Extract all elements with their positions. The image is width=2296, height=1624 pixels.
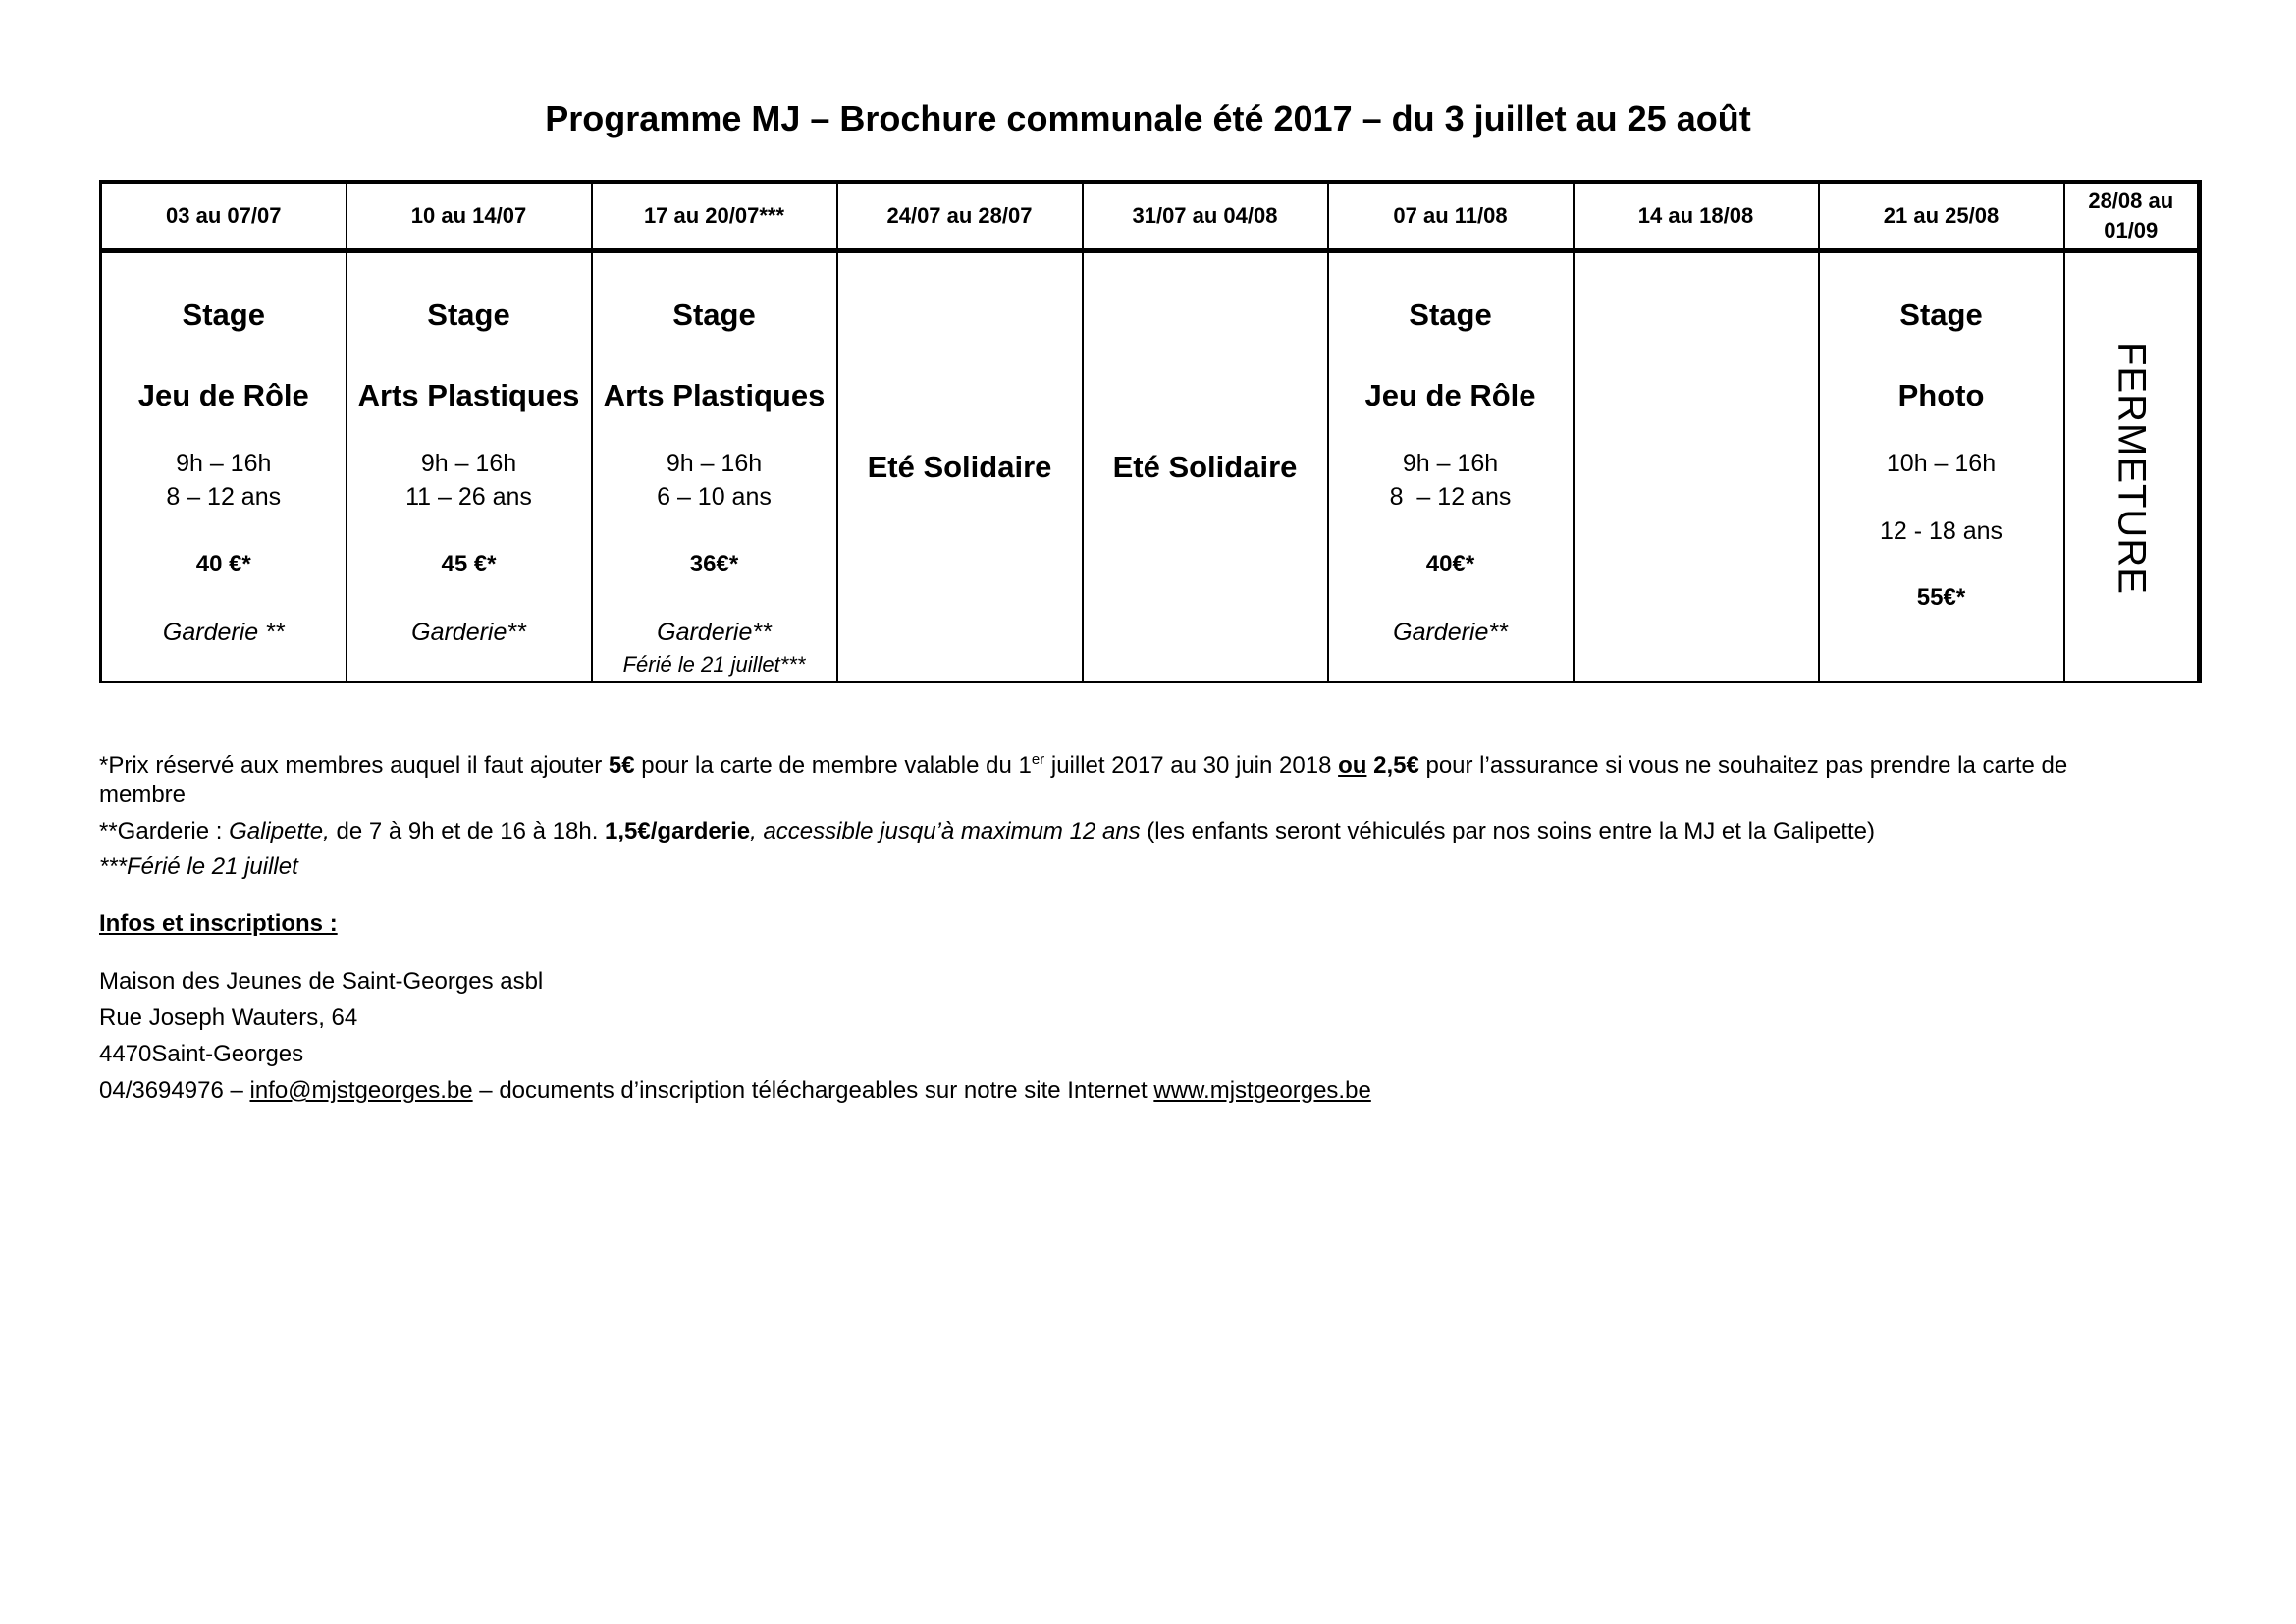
week-cell-1 (101, 251, 347, 683)
week-cell-2 (347, 251, 592, 683)
hours: 10h – 16h (1886, 450, 1997, 477)
text: ou (1338, 752, 1367, 779)
hours: 9h – 16h (666, 450, 763, 477)
week-cell-3 (592, 251, 837, 683)
column-header-line2: 01/09 (2104, 218, 2159, 243)
ages: 6 – 10 ans (657, 483, 772, 511)
price: 55€* (1916, 584, 1966, 611)
column-header: 24/07 au 28/07 (837, 182, 1083, 251)
address-line-1: Maison des Jeunes de Saint-Georges asbl (99, 968, 544, 995)
column-header: 07 au 11/08 (1328, 182, 1574, 251)
week-cell-8 (1819, 251, 2064, 683)
week-cell-7 (1574, 251, 1819, 683)
table-row (101, 251, 2200, 683)
text: juillet 2017 au 30 juin 2018 (1044, 752, 1339, 779)
garderie: Garderie** (657, 619, 772, 646)
text: , accessible jusqu’à maximum 12 ans (750, 818, 1141, 844)
activity-name: Eté Solidaire (867, 450, 1052, 484)
ages: 8 – 12 ans (1389, 483, 1512, 511)
email-link[interactable]: info@mjstgeorges.be (249, 1077, 473, 1104)
activity-name: Jeu de Rôle (137, 378, 309, 412)
column-header: 14 au 18/08 (1574, 182, 1819, 251)
column-header-line1: 28/08 au (2088, 189, 2174, 213)
text: 2,5€ (1373, 752, 1419, 779)
stage-label: Stage (1899, 298, 1983, 332)
infos-heading: Infos et inscriptions : (99, 910, 338, 937)
footnotes (99, 741, 2200, 1134)
ages: 12 - 18 ans (1879, 517, 2003, 545)
stage-label: Stage (182, 298, 265, 332)
text: *Prix réservé aux membres auquel il faut ajouter (99, 752, 609, 779)
activity-name: Eté Solidaire (1112, 450, 1298, 484)
garderie: Garderie ** (162, 619, 285, 646)
price: 40€* (1425, 551, 1475, 577)
week-cell-6 (1328, 251, 1574, 683)
column-header: 21 au 25/08 (1819, 182, 2064, 251)
address-line-2: Rue Joseph Wauters, 64 (99, 1004, 358, 1031)
activity-name: Arts Plastiques (603, 378, 826, 412)
activity-name: Photo (1897, 378, 1985, 412)
footnote-garderie (99, 813, 1875, 849)
stage-label: Stage (427, 298, 510, 332)
footnote-price (99, 741, 2067, 784)
text: pour la carte de membre valable du 1 (634, 752, 1032, 779)
footnote-holiday: ***Férié le 21 juillet (99, 853, 298, 880)
phone-number: 04/3694976 – (99, 1077, 250, 1104)
text: 5€ (608, 752, 635, 779)
stage-label: Stage (672, 298, 756, 332)
page-title: Programme MJ – Brochure communale été 2017 – du 3 juillet au 25 août (545, 98, 1751, 138)
garderie: Garderie** (411, 619, 526, 646)
text: **Garderie : (99, 818, 230, 844)
activity-name: Arts Plastiques (357, 378, 580, 412)
text: pour l’assurance si vous ne souhaitez pas prendre la carte de (1418, 752, 2068, 779)
column-header: 31/07 au 04/08 (1083, 182, 1328, 251)
ages: 11 – 26 ans (405, 483, 532, 511)
closure-label: FERMETURE (2109, 342, 2154, 595)
hours: 9h – 16h (176, 450, 272, 477)
holiday-note: Férié le 21 juillet*** (622, 652, 806, 677)
stage-label: Stage (1409, 298, 1492, 332)
column-header: 03 au 07/07 (101, 182, 347, 251)
text: er (1031, 751, 1045, 768)
table-header-row (101, 182, 2200, 251)
ages: 8 – 12 ans (166, 483, 282, 511)
text: (les enfants seront véhiculés par nos soins entre la MJ et la Galipette) (1140, 818, 1876, 844)
address-line-3: 4470Saint-Georges (99, 1041, 304, 1067)
text: – documents d’inscription téléchargeables sur notre site Internet (472, 1077, 1154, 1104)
price: 45 €* (441, 551, 497, 577)
hours: 9h – 16h (420, 450, 517, 477)
price: 36€* (689, 551, 739, 577)
price: 40 €* (195, 551, 251, 577)
contact-line (99, 1072, 1371, 1109)
activity-name: Jeu de Rôle (1364, 378, 1536, 412)
text: Galipette, (229, 818, 330, 844)
week-cell-4 (837, 251, 1083, 683)
column-header: 17 au 20/07*** (592, 182, 837, 251)
footnote-price-cont: membre (99, 782, 187, 808)
column-header (2064, 182, 2200, 251)
text: de 7 à 9h et de 16 à 18h. (329, 818, 606, 844)
text: 1,5€/garderie (605, 818, 751, 844)
garderie: Garderie** (1393, 619, 1508, 646)
week-cell-9 (2064, 251, 2200, 683)
column-header: 10 au 14/07 (347, 182, 592, 251)
schedule-table (99, 180, 2202, 683)
week-cell-5 (1083, 251, 1328, 683)
website-link[interactable]: www.mjstgeorges.be (1153, 1077, 1371, 1104)
hours: 9h – 16h (1402, 450, 1499, 477)
